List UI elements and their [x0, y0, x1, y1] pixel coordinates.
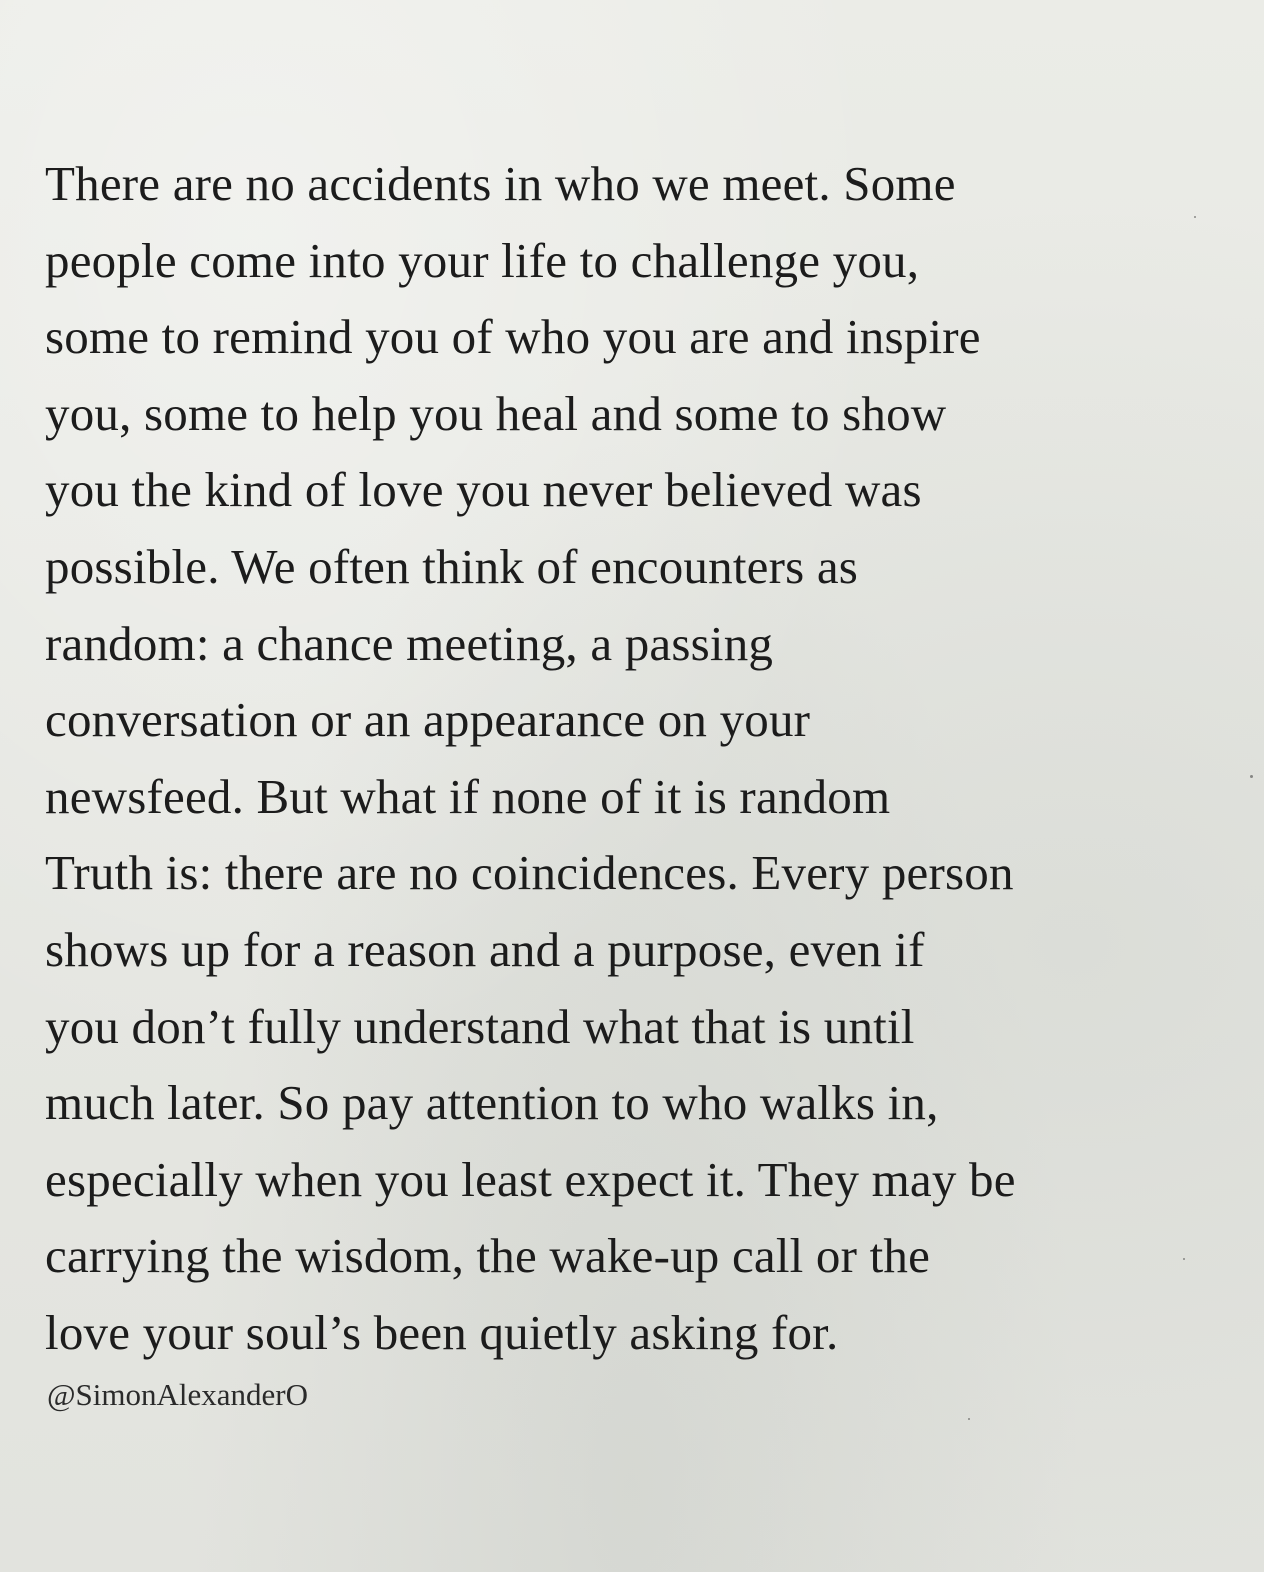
paper-speck	[1194, 216, 1196, 218]
quote-line: random: a chance meeting, a passing	[45, 615, 774, 671]
quote-line: you, some to help you heal and some to show	[45, 385, 947, 441]
quote-line: shows up for a reason and a purpose, even if	[45, 921, 925, 977]
paper-speck	[1183, 1258, 1185, 1260]
quote-line: especially when you least expect it. They may be	[45, 1151, 1016, 1207]
quote-line: There are no accidents in who we meet. Some	[45, 156, 956, 211]
quote-line: you don’t fully understand what that is until	[45, 998, 915, 1054]
quote-line: conversation or an appearance on your	[45, 692, 811, 748]
quote-line: newsfeed. But what if none of it is random	[45, 768, 891, 824]
quote-text	[45, 146, 1235, 1372]
quote-line: carrying the wisdom, the wake-up call or the	[45, 1228, 931, 1284]
quote-line: love your soul’s been quietly asking for.	[45, 1304, 839, 1360]
paper-speck	[1250, 775, 1253, 778]
quote-line: possible. We often think of encounters as	[45, 538, 859, 594]
quote-line: much later. So pay attention to who walks in,	[45, 1075, 939, 1131]
quote-line: you the kind of love you never believed was	[45, 462, 922, 518]
author-handle: @SimonAlexanderO	[47, 1377, 309, 1412]
paper-speck	[968, 1418, 970, 1420]
quote-line: some to remind you of who you are and inspire	[45, 309, 981, 365]
quote-line: people come into your life to challenge you,	[45, 232, 920, 288]
quote-line: Truth is: there are no coincidences. Every person	[45, 845, 1014, 901]
